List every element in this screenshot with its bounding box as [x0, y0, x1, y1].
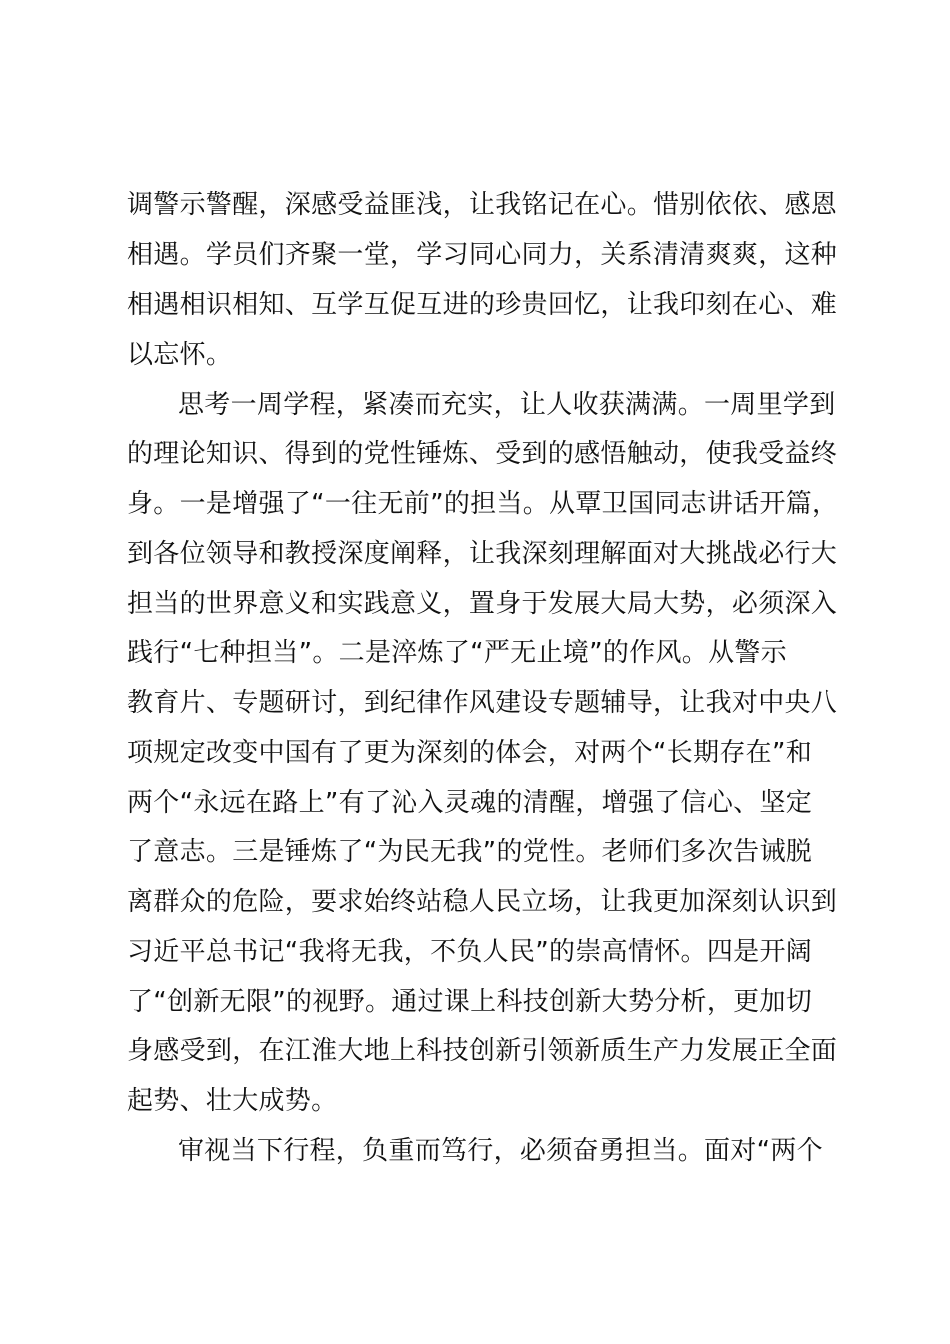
text-line: 身。一是增强了“一往无前”的担当。从覃卫国同志讲话开篇，: [127, 489, 839, 519]
text-line: 担当的世界意义和实践意义，置身于发展大局大势，必须深入: [127, 589, 838, 619]
text-line: 离群众的危险，要求始终站稳人民立场，让我更加深刻认识到: [127, 887, 838, 917]
text-line: 教育片、专题研讨，到纪律作风建设专题辅导，让我对中央八: [127, 688, 838, 718]
text-line: 了意志。三是锤炼了“为民无我”的党性。老师们多次告诫脱: [127, 837, 813, 867]
text-line: 了“创新无限”的视野。通过课上科技创新大势分析，更加切: [127, 987, 813, 1017]
text-line: 的理论知识、得到的党性锤炼、受到的感悟触动，使我受益终: [127, 439, 838, 469]
paragraph-start-line: 思考一周学程，紧凑而充实，让人收获满满。一周里学到: [178, 390, 836, 420]
text-line: 到各位领导和教授深度阐释，让我深刻理解面对大挑战必行大: [127, 539, 838, 569]
text-line: 相遇相识相知、互学互促互进的珍贵回忆，让我印刻在心、难: [127, 290, 838, 320]
text-line: 调警示警醒，深感受益匪浅，让我铭记在心。惜别依依、感恩: [127, 190, 838, 220]
paragraph-start-line: 审视当下行程，负重而笃行，必须奋勇担当。面对“两个: [178, 1136, 823, 1166]
text-line: 身感受到，在江淮大地上科技创新引领新质生产力发展正全面: [127, 1036, 838, 1066]
text-line: 起势、壮大成势。: [127, 1086, 338, 1116]
text-line: 践行“七种担当”。二是淬炼了“严无止境”的作风。从警示: [127, 638, 787, 668]
text-line: 相遇。学员们齐聚一堂，学习同心同力，关系清清爽爽，这种: [127, 240, 838, 270]
text-line: 两个“永远在路上”有了沁入灵魂的清醒，增强了信心、坚定: [127, 788, 813, 818]
text-line: 项规定改变中国有了更为深刻的体会，对两个“长期存在”和: [127, 738, 813, 768]
text-line: 习近平总书记“我将无我，不负人民”的崇高情怀。四是开阔: [127, 937, 813, 967]
text-line: 以忘怀。: [127, 340, 233, 370]
